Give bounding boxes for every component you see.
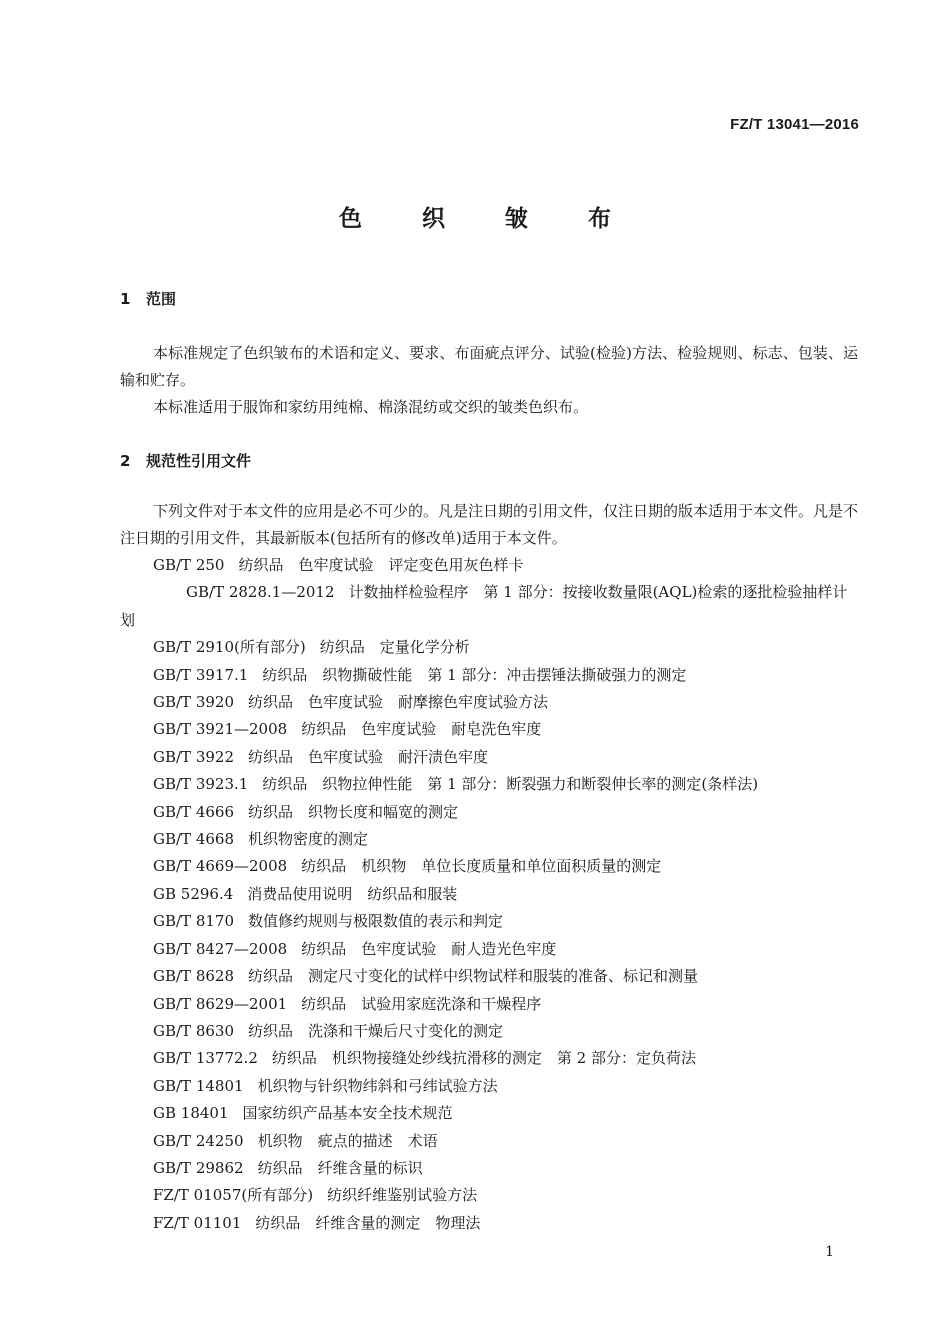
reference-title: 纺织品 定量化学分析 <box>319 638 470 657</box>
reference-item <box>120 579 860 634</box>
reference-item <box>120 716 860 743</box>
reference-title: 机织物 疵点的描述 术语 <box>257 1131 438 1150</box>
reference-title: 纺织品 织物撕破性能 第 1 部分：冲击摆锤法撕破强力的测定 <box>262 665 687 684</box>
reference-title: 纺织品 色牢度试验 耐摩擦色牢度试验方法 <box>248 693 549 712</box>
reference-code: GB/T 8629—2001 <box>153 994 288 1013</box>
reference-code: GB 5296.4 <box>153 884 234 903</box>
page-number: 1 <box>825 1244 834 1260</box>
reference-list <box>120 552 860 1237</box>
reference-title: 纺织品 色牢度试验 耐皂洗色牢度 <box>301 720 542 739</box>
reference-item <box>120 552 860 579</box>
reference-code: GB/T 3923.1 <box>153 775 249 794</box>
reference-item <box>120 1155 860 1182</box>
reference-title: 纺织品 洗涤和干燥后尺寸变化的测定 <box>248 1021 504 1040</box>
reference-code: GB/T 4668 <box>153 830 235 849</box>
reference-title: 纺织纤维鉴别试验方法 <box>327 1186 478 1205</box>
reference-item <box>120 853 860 880</box>
reference-code: GB/T 13772.2 <box>153 1049 258 1068</box>
section-title: 范围 <box>146 290 177 308</box>
reference-code: GB/T 8170 <box>153 912 235 931</box>
reference-item <box>120 1128 860 1155</box>
reference-code: GB/T 14801 <box>153 1076 244 1095</box>
section-heading-scope <box>120 288 176 309</box>
reference-title: 纺织品 机织物 单位长度质量和单位面积质量的测定 <box>301 857 662 876</box>
reference-title: 纺织品 测定尺寸变化的试样中织物试样和服装的准备、标记和测量 <box>248 967 699 986</box>
reference-item <box>120 1100 860 1127</box>
reference-item <box>120 744 860 771</box>
reference-item <box>120 936 860 963</box>
reference-title: 纺织品 色牢度试验 评定变色用灰色样卡 <box>238 556 524 574</box>
reference-item <box>120 1045 860 1072</box>
reference-code: GB/T 250 <box>153 556 225 574</box>
reference-code: GB/T 8628 <box>153 967 235 986</box>
reference-item <box>120 689 860 716</box>
reference-code: GB/T 3922 <box>153 747 235 766</box>
reference-code: GB/T 2910(所有部分) <box>153 638 306 657</box>
reference-title: 纺织品 织物长度和幅宽的测定 <box>248 802 459 821</box>
reference-title: 纺织品 色牢度试验 耐汗渍色牢度 <box>248 747 489 766</box>
reference-title: 机织物密度的测定 <box>248 830 369 849</box>
reference-code: GB/T 8630 <box>153 1021 235 1040</box>
reference-code: GB/T 3921—2008 <box>153 720 288 739</box>
reference-item <box>120 662 860 689</box>
reference-item <box>120 1182 860 1209</box>
reference-title: 纺织品 色牢度试验 耐人造光色牢度 <box>301 939 557 958</box>
reference-title: 消费品使用说明 纺织品和服装 <box>247 884 458 903</box>
reference-code: GB/T 4666 <box>153 802 235 821</box>
reference-code: GB/T 3920 <box>153 693 235 712</box>
reference-title: 纺织品 织物拉伸性能 第 1 部分：断裂强力和断裂伸长率的测定(条样法) <box>262 775 759 794</box>
section-number: 2 <box>120 452 131 470</box>
section-title: 规范性引用文件 <box>146 452 252 470</box>
reference-code: GB/T 3917.1 <box>153 665 249 684</box>
reference-item <box>120 634 860 661</box>
reference-code: GB/T 8427—2008 <box>153 939 288 958</box>
reference-item <box>120 1018 860 1045</box>
section-number: 1 <box>120 290 131 308</box>
reference-title: 国家纺织产品基本安全技术规范 <box>242 1104 453 1123</box>
scope-paragraph-2: 本标准适用于服饰和家纺用纯棉、棉涤混纺或交织的皱类色织布。 <box>153 398 589 416</box>
standard-code: FZ/T 13041—2016 <box>730 116 859 133</box>
reference-title: 纺织品 纤维含量的标识 <box>257 1158 423 1177</box>
reference-code: GB/T 29862 <box>153 1158 244 1177</box>
reference-title: 纺织品 纤维含量的测定 物理法 <box>255 1213 481 1232</box>
reference-item <box>120 826 860 853</box>
reference-item <box>120 1073 860 1100</box>
reference-code: GB/T 4669—2008 <box>153 857 288 876</box>
reference-code: FZ/T 01101 <box>153 1213 242 1232</box>
references-intro-paragraph: 下列文件对于本文件的应用是必不可少的。凡是注日期的引用文件，仅注日期的版本适用于本文件。凡是不注日期的引用文件，其最新版本(包括所有的修改单)适用于本文件。 <box>120 502 859 547</box>
reference-item <box>120 881 860 908</box>
reference-item <box>120 908 860 935</box>
reference-item <box>120 991 860 1018</box>
reference-code: FZ/T 01057(所有部分) <box>153 1186 314 1205</box>
reference-item <box>120 771 860 798</box>
reference-title: 计数抽样检验程序 第 1 部分：按接收数量限(AQL)检索的逐批检验抽样计划 <box>120 583 848 629</box>
section-heading-normative-references <box>120 450 251 471</box>
reference-title: 纺织品 机织物接缝处纱线抗滑移的测定 第 2 部分：定负荷法 <box>271 1049 696 1068</box>
document-title: 色 织 皱 布 <box>338 206 638 232</box>
reference-title: 机织物与针织物纬斜和弓纬试验方法 <box>257 1076 498 1095</box>
reference-item <box>120 1210 860 1237</box>
reference-title: 数值修约规则与极限数值的表示和判定 <box>248 912 504 931</box>
reference-title: 纺织品 试验用家庭洗涤和干燥程序 <box>301 994 542 1013</box>
reference-item <box>120 799 860 826</box>
reference-item <box>120 963 860 990</box>
reference-code: GB 18401 <box>153 1104 229 1123</box>
reference-code: GB/T 24250 <box>153 1131 244 1150</box>
scope-paragraph-1: 本标准规定了色织皱布的术语和定义、要求、布面疵点评分、试验(检验)方法、检验规则、标志、包装、运输和贮存。 <box>120 344 858 389</box>
reference-code: GB/T 2828.1—2012 <box>186 583 335 602</box>
